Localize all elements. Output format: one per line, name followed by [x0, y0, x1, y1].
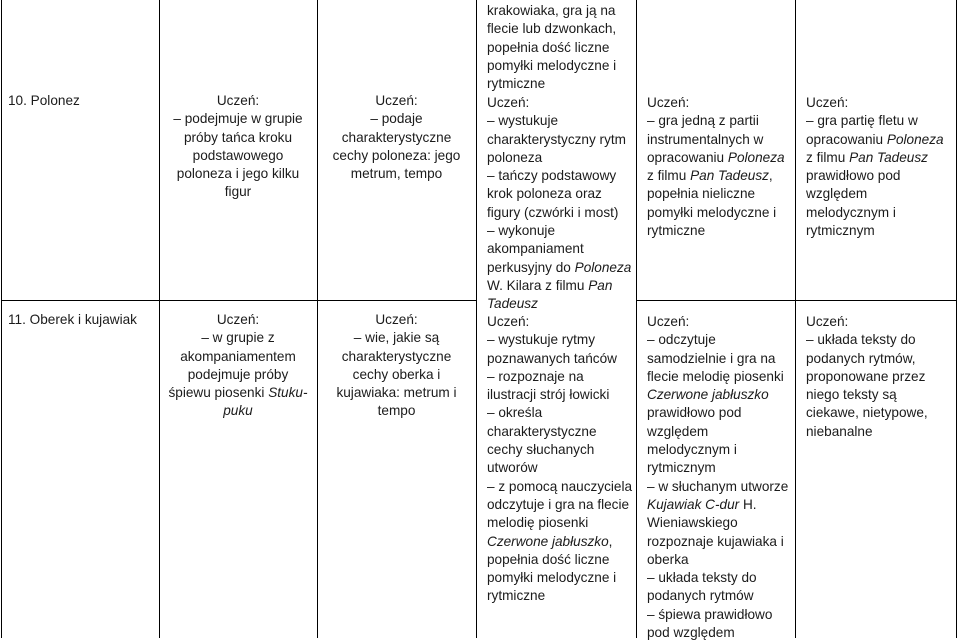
text-line: proponowane przez — [806, 368, 926, 384]
text-line: względem — [806, 186, 868, 202]
text-line: – tańczy podstawowy — [487, 168, 617, 184]
text-line: Uczeń: — [806, 314, 849, 329]
polonaise-instrumental-cell — [647, 94, 785, 240]
text-line — [159, 384, 317, 402]
text-line: – gra partię fletu w — [806, 113, 918, 129]
text-line: prawidłowo pod — [647, 405, 742, 421]
row-label-oberek-kujawiak — [8, 311, 137, 329]
text-segment: perkusyjny do — [487, 259, 571, 275]
text-line — [487, 259, 631, 277]
text-line: instrumentalnych w — [647, 131, 764, 147]
text-segment: , — [768, 168, 773, 184]
song-title: Czerwone jabłuszko — [487, 533, 609, 549]
text-line: rytmiczne — [487, 588, 546, 604]
text-line: Wieniawskiego — [647, 515, 738, 531]
polonaise-flute-cell — [806, 94, 944, 240]
text-line: samodzielnie i gra na — [647, 350, 776, 366]
text-line: pomyłki melodyczne i — [647, 204, 777, 220]
text-line — [647, 496, 788, 514]
text-line: Uczeń: — [647, 95, 690, 110]
text-line: rozpoznaje kujawiaka i — [647, 533, 784, 549]
text-line: – śpiewa prawidłowo — [647, 606, 773, 622]
text-line: charakterystyczne — [341, 348, 452, 364]
text-line — [806, 131, 944, 149]
text-line: popełnia dość liczne — [487, 551, 610, 567]
oberek-features-cell — [317, 311, 476, 421]
text-line: – w grupie z — [201, 330, 275, 346]
dance-rhythms-cell — [487, 313, 632, 606]
polonaise-rhythm-cell — [487, 94, 631, 314]
text-line: – układa teksty do — [647, 570, 757, 586]
film-title: Tadeusz — [487, 296, 538, 312]
text-line — [647, 149, 785, 167]
lesson-title: 11. Oberek i kujawiak — [8, 312, 137, 327]
text-line: charakterystyczne — [341, 129, 452, 145]
film-title: Pan — [588, 277, 613, 293]
text-line: – podejmuje w grupie — [173, 111, 303, 127]
text-line: rytmicznym — [806, 223, 875, 239]
text-line: – układa teksty do — [806, 332, 916, 348]
text-line: popełnia nieliczne — [647, 186, 756, 202]
text-line: poloneza i jego kilku — [176, 166, 300, 182]
text-line: rytmiczne — [647, 223, 706, 239]
text-line: pomyłki melodyczne i — [487, 57, 617, 73]
text-line: melodycznym i — [806, 204, 896, 220]
text-line: poznawanych tańców — [487, 350, 617, 366]
column-divider-3 — [476, 0, 477, 638]
text-line: melodię piosenki — [487, 515, 589, 531]
text-line: cechy poloneza: jego — [332, 147, 461, 163]
lesson-title: 10. Polonez — [8, 93, 80, 108]
carryover-text-cell — [487, 2, 616, 93]
text-line: Uczeń: — [806, 95, 849, 110]
text-line: cechy słuchanych — [487, 442, 595, 458]
text-line: – w słuchanym utworze — [647, 478, 789, 494]
text-line: – wystukuje — [487, 113, 559, 129]
text-line: melodycznym i — [647, 442, 737, 458]
student-singing-cell — [159, 311, 317, 421]
lyrics-writing-cell — [806, 313, 928, 441]
text-segment: z filmu — [647, 168, 687, 184]
text-line: charakterystyczne — [487, 423, 597, 439]
text-line: Uczeń: — [487, 95, 530, 110]
text-line: ciekawe, nietypowe, — [806, 405, 928, 421]
film-title: Pan Tadeusz — [690, 168, 769, 184]
text-line: rytmicznym — [647, 460, 716, 476]
text-line: Uczeń: — [647, 314, 690, 329]
text-line: względem — [647, 423, 709, 439]
text-line: Uczeń: — [375, 93, 418, 108]
text-line: ilustracji strój łowicki — [487, 387, 610, 403]
text-line: akompaniamentem — [180, 348, 296, 364]
text-segment: W. Kilara z filmu — [487, 277, 585, 293]
text-line: – wie, jakie są — [353, 330, 440, 346]
text-line: podejmuje próby — [187, 366, 289, 382]
text-segment: opracowaniu — [806, 131, 884, 147]
text-line — [487, 277, 631, 295]
text-line: utworów — [487, 460, 538, 476]
text-line: tempo — [377, 403, 416, 419]
text-line: odczytuje i gra na flecie — [487, 496, 630, 512]
text-line: popełnia dość liczne — [487, 39, 610, 55]
text-line: charakterystyczny rytm — [487, 131, 626, 147]
column-divider-4 — [636, 0, 637, 638]
text-line: – gra jedną z partii — [647, 113, 759, 129]
text-line: krok poloneza oraz — [487, 186, 602, 202]
text-line: prawidłowo pod — [806, 168, 901, 184]
text-line: próby tańca kroku — [183, 129, 293, 145]
text-line: kujawiaka: metrum i — [336, 385, 457, 401]
text-line: – odczytuje — [647, 332, 716, 348]
text-line: podstawowego — [192, 147, 284, 163]
text-line: pod względem — [647, 625, 735, 641]
text-line: niego teksty są — [806, 387, 897, 403]
text-line: cechy oberka i — [352, 366, 441, 382]
text-line: oberka — [647, 551, 689, 567]
text-line: krakowiaka, gra ją na — [487, 3, 616, 18]
text-line: rytmiczne — [487, 76, 546, 92]
text-line: – wykonuje — [487, 223, 556, 239]
student-group-dance-cell — [159, 92, 317, 202]
text-line: figury (czwórki i most) — [487, 204, 619, 220]
work-title: Poloneza — [574, 259, 632, 275]
text-line: – wystukuje rytmy — [487, 332, 596, 348]
text-line — [487, 533, 632, 551]
text-segment: H. — [739, 496, 757, 512]
text-segment: opracowaniu — [647, 149, 725, 165]
table-border-left — [1, 0, 2, 638]
song-title: Czerwone jabłuszko — [647, 387, 769, 403]
song-title: Stuku- — [268, 385, 308, 401]
text-segment: , — [608, 533, 613, 549]
text-line: Uczeń: — [487, 314, 530, 329]
polonaise-features-cell — [317, 92, 476, 183]
text-line: figur — [224, 184, 252, 200]
text-line — [647, 167, 785, 185]
melody-reading-cell — [647, 313, 788, 642]
text-line: – rozpoznaje na — [487, 368, 584, 384]
table-border-right — [956, 0, 957, 638]
text-line: Uczeń: — [375, 312, 418, 327]
text-line: podanych rytmów — [647, 588, 754, 604]
work-title: Poloneza — [727, 149, 785, 165]
text-line: metrum, tempo — [350, 166, 443, 182]
text-line: flecie melodię piosenki — [647, 368, 784, 384]
text-line: – określa — [487, 405, 543, 421]
row-divider-a — [1, 300, 476, 301]
text-line: poloneza — [487, 149, 543, 165]
row-label-polonez — [8, 92, 80, 110]
text-line: – z pomocą nauczyciela — [487, 478, 633, 494]
text-line — [806, 149, 944, 167]
text-line: Uczeń: — [216, 312, 260, 327]
work-title: Kujawiak C-dur — [647, 496, 740, 512]
film-title: Pan Tadeusz — [849, 149, 928, 165]
column-divider-5 — [795, 0, 796, 638]
text-line: podanych rytmów, — [806, 350, 916, 366]
text-line: niebanalne — [806, 423, 873, 439]
work-title: Poloneza — [886, 131, 944, 147]
text-line: – podaje — [370, 111, 423, 127]
text-segment: śpiewu piosenki — [168, 385, 265, 401]
text-line: flecie lub dzwonkach, — [487, 21, 617, 37]
text-line: Uczeń: — [216, 93, 260, 108]
text-segment: z filmu — [806, 149, 846, 165]
text-line: akompaniament — [487, 241, 584, 257]
song-title: puku — [223, 403, 253, 419]
text-line: pomyłki melodyczne i — [487, 570, 617, 586]
row-divider-b — [636, 300, 957, 301]
